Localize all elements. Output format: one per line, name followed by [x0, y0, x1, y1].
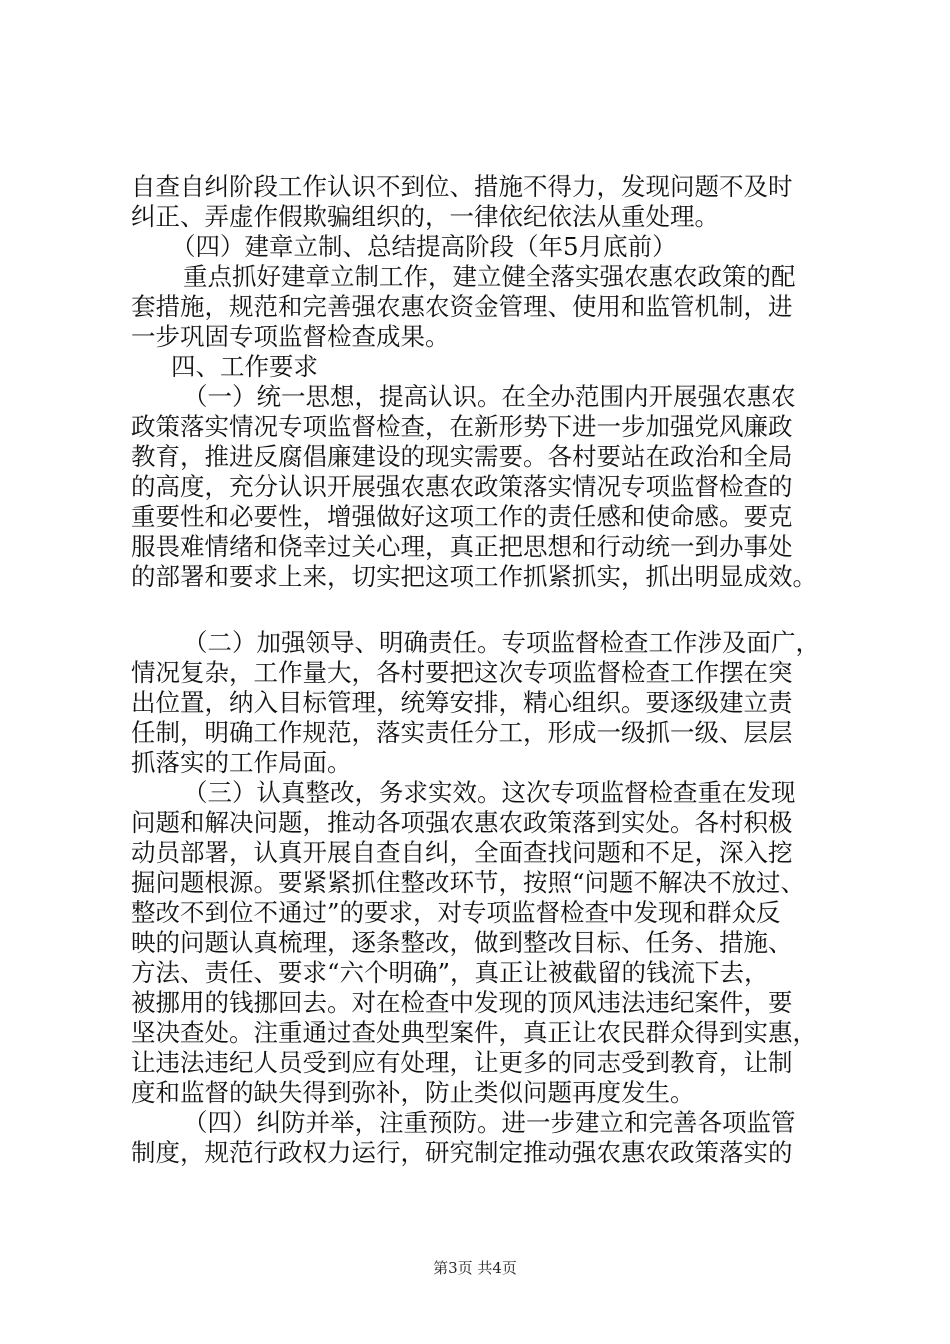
text-line: 纠正、弄虚作假欺骗组织的，一律依纪依法从重处理。 — [131, 202, 719, 231]
text-line: 问题和解决问题，推动各项强农惠农政策落到实处。各村积极 — [131, 808, 793, 837]
text-line: 的部署和要求上来，切实把这项工作抓紧抓实，抓出明显成效。 — [131, 562, 817, 591]
text-line: 度和监督的缺失得到弥补，防止类似问题再度发生。 — [131, 1078, 695, 1107]
text-line: 自查自纠阶段工作认识不到位、措施不得力，发现问题不及时 — [131, 172, 793, 201]
text-line: 抓落实的工作局面。 — [131, 748, 352, 777]
text-line: 任制，明确工作规范，落实责任分工，形成一级抓一级、层层 — [131, 718, 793, 747]
text-line: 坚决查处。注重通过查处典型案件，真正让农民群众得到实惠， — [131, 1018, 817, 1047]
document-body — [131, 172, 821, 1168]
text-line: 被挪用的钱挪回去。对在检查中发现的顶风违法违纪案件，要 — [131, 988, 793, 1017]
text-line: 重要性和必要性，增强做好这项工作的责任感和使命感。要克 — [131, 502, 793, 531]
text-line: 制度，规范行政权力运行，研究制定推动强农惠农政策落实的 — [131, 1138, 793, 1167]
section-heading: （四）建章立制、总结提高阶段（年5月底前） — [171, 232, 677, 261]
text-line: 映的问题认真梳理，逐条整改，做到整改目标、任务、措施、 — [131, 928, 793, 957]
text-line: 重点抓好建章立制工作，建立健全落实强农惠农政策的配 — [183, 262, 796, 291]
text-line: 一步巩固专项监督检查成果。 — [131, 322, 450, 351]
text-line: 教育，推进反腐倡廉建设的现实需要。各村要站在政治和全局 — [131, 442, 793, 471]
text-line: （一）统一思想，提高认识。在全办范围内开展强农惠农 — [183, 382, 796, 411]
text-line: （三）认真整改，务求实效。这次专项监督检查重在发现 — [183, 778, 796, 807]
text-line: 出位置，纳入目标管理，统筹安排，精心组织。要逐级建立责 — [131, 688, 793, 717]
text-line: （四）纠防并举，注重预防。进一步建立和完善各项监管 — [183, 1108, 796, 1137]
text-line: （二）加强领导、明确责任。专项监督检查工作涉及面广， — [183, 628, 820, 657]
text-line: 整改不到位不通过”的要求，对专项监督检查中发现和群众反 — [131, 898, 781, 927]
text-line: 服畏难情绪和侥幸过关心理，真正把思想和行动统一到办事处 — [131, 532, 793, 561]
text-line: 政策落实情况专项监督检查，在新形势下进一步加强党风廉政 — [131, 412, 793, 441]
text-line: 方法、责任、要求“六个明确”，真正让被截留的钱流下去， — [131, 958, 769, 987]
paragraph-gap — [131, 592, 821, 628]
text-line: 套措施，规范和完善强农惠农资金管理、使用和监管机制，进 — [131, 292, 793, 321]
text-line: 情况复杂，工作量大，各村要把这次专项监督检查工作摆在突 — [131, 658, 793, 687]
page-number-footer: 第3页 共4页 — [433, 1259, 517, 1277]
text-line: 动员部署，认真开展自查自纠，全面查找问题和不足，深入挖 — [131, 838, 793, 867]
text-line: 的高度，充分认识开展强农惠农政策落实情况专项监督检查的 — [131, 472, 793, 501]
text-line: 掘问题根源。要紧紧抓住整改环节，按照“问题不解决不放过、 — [131, 868, 806, 897]
section-heading: 四、工作要求 — [171, 352, 318, 381]
text-line: 让违法违纪人员受到应有处理，让更多的同志受到教育，让制 — [131, 1048, 793, 1077]
